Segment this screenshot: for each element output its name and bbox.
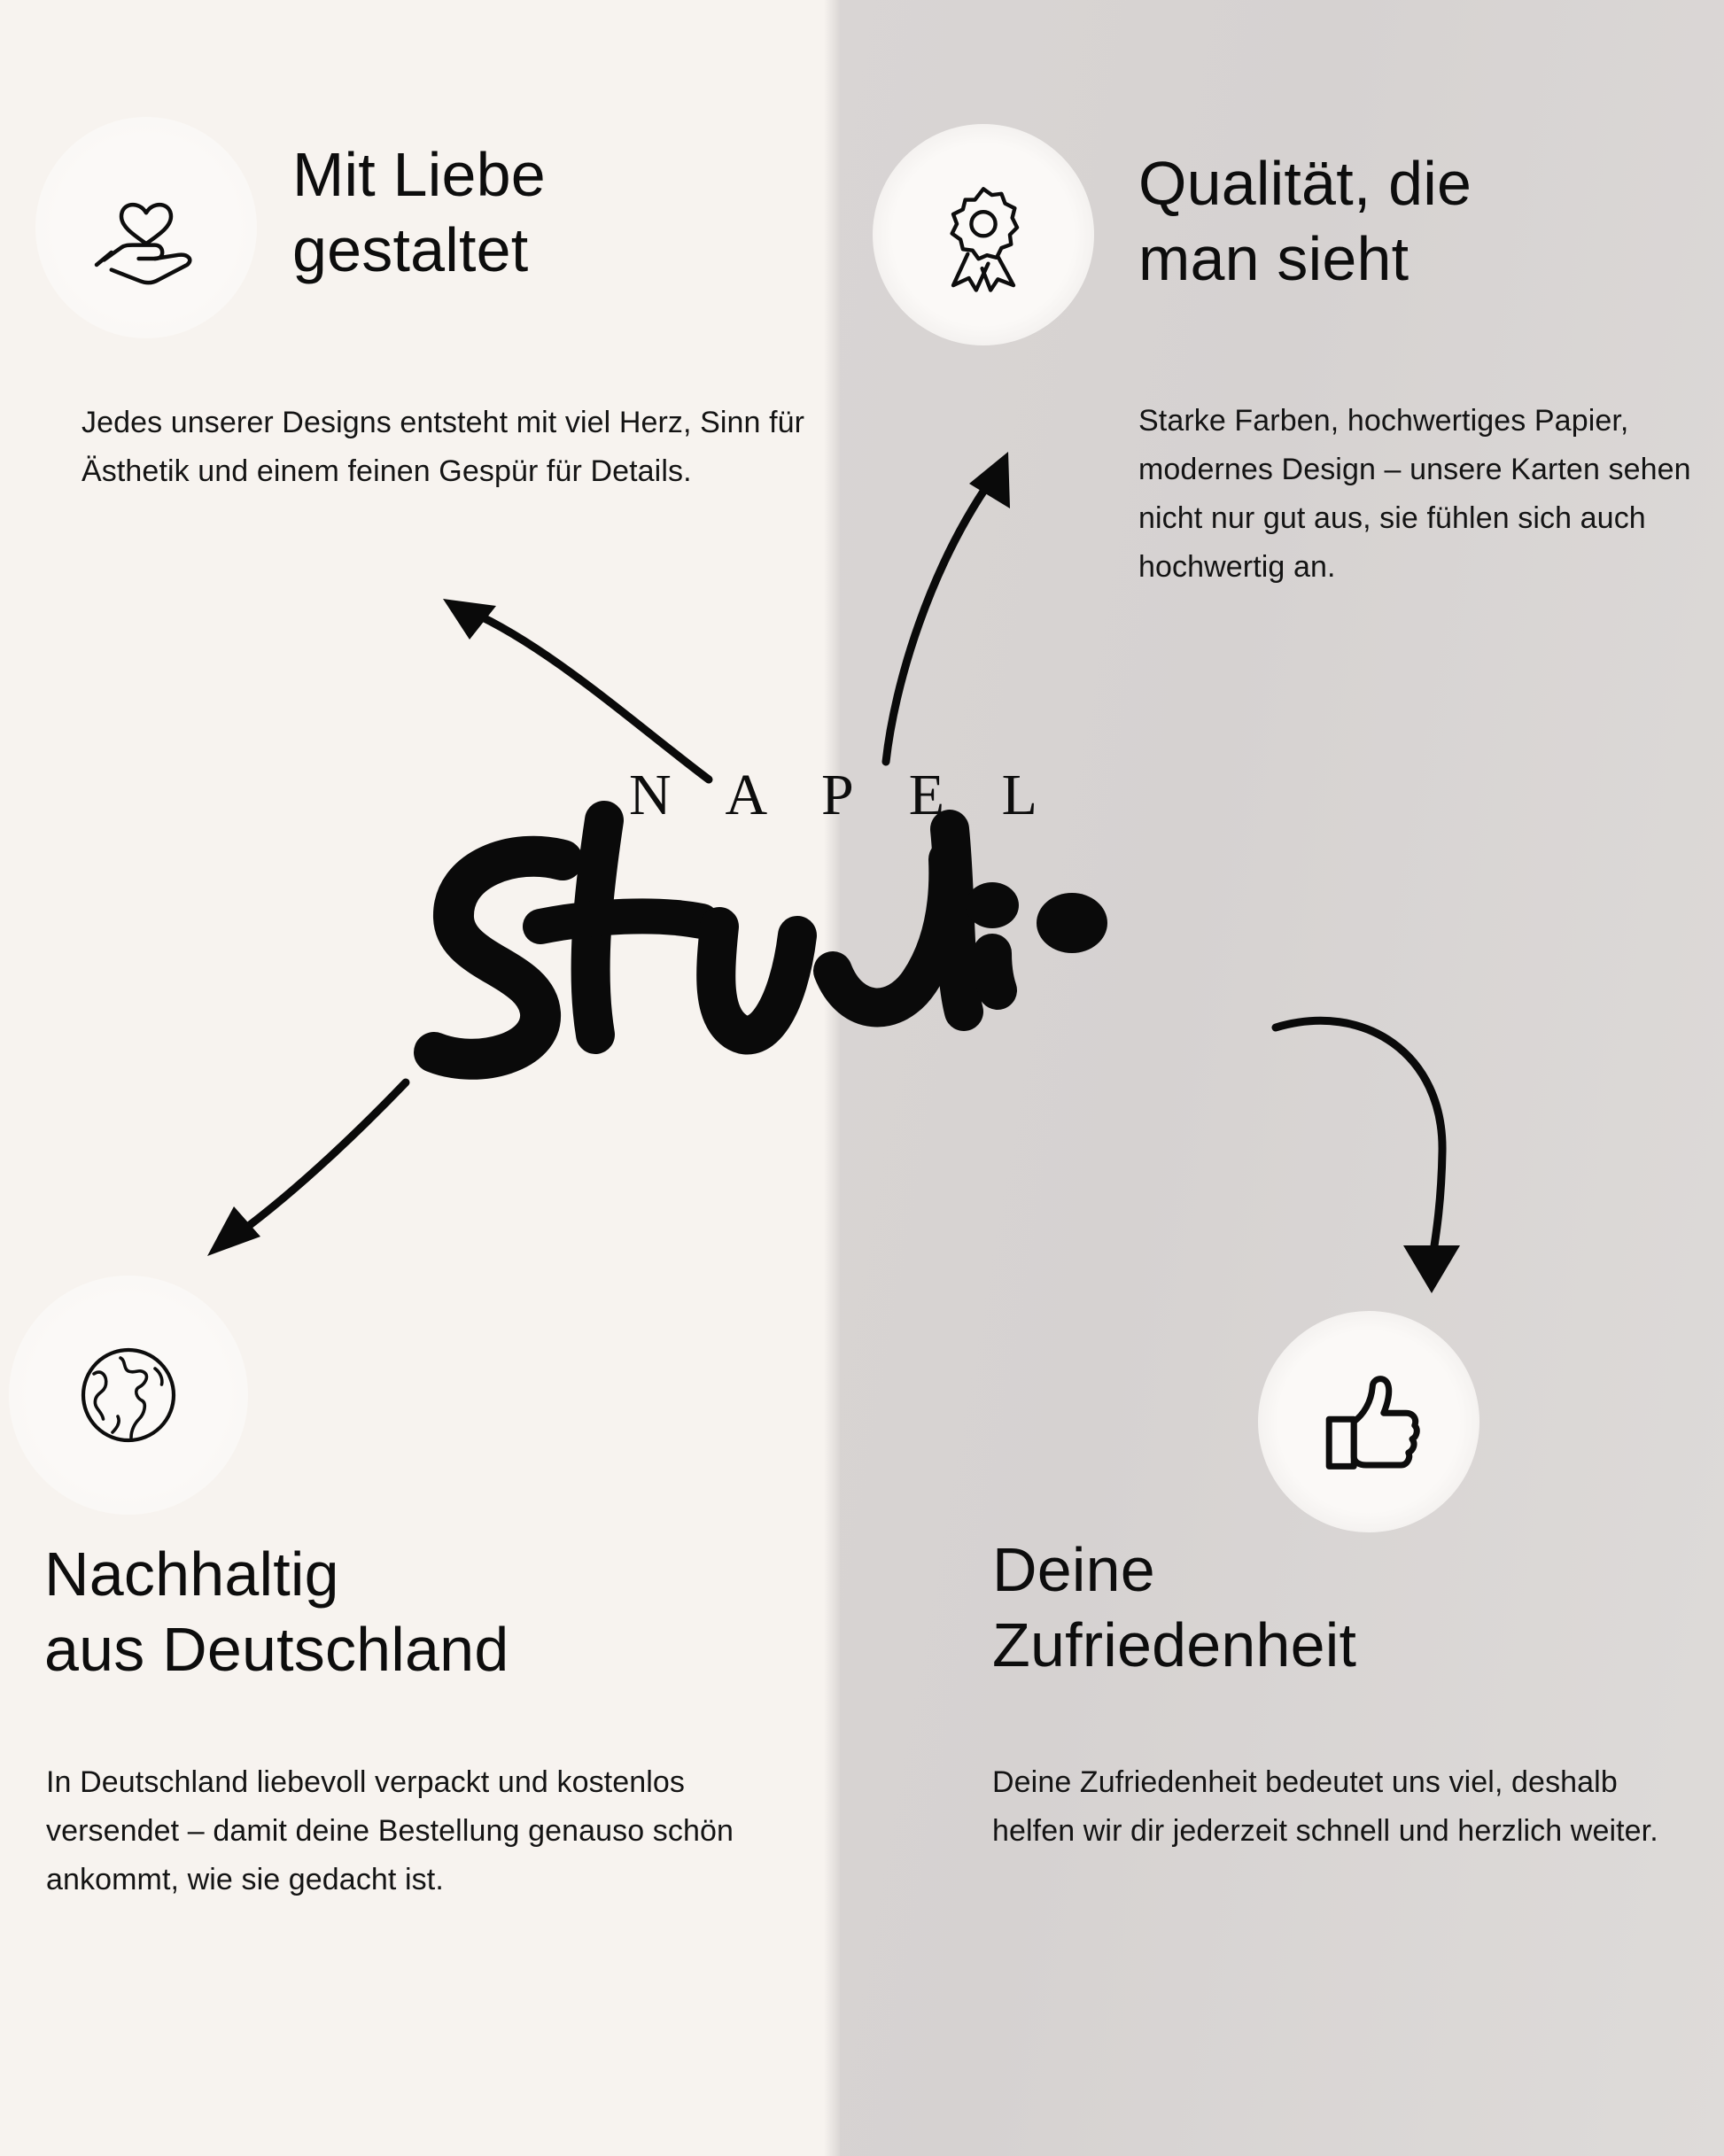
feature-title-line2: man sieht	[1138, 224, 1409, 294]
heart-in-hand-icon	[35, 117, 257, 338]
brand-wordmark: N A P E L	[629, 763, 1059, 827]
feature-title-line2: gestaltet	[292, 215, 529, 285]
feature-title-line1: Deine	[992, 1535, 1155, 1604]
brand-logo	[372, 762, 1364, 1134]
globe-icon	[9, 1276, 248, 1515]
feature-title-line1: Nachhaltig	[44, 1539, 339, 1609]
feature-body: Jedes unserer Designs entsteht mit viel Herz, Sinn für Ästhetik und einem feinen Gespür für Details.	[82, 406, 805, 489]
feature-title-line1: Mit Liebe	[292, 140, 546, 209]
thumbs-up-icon	[1258, 1311, 1479, 1532]
feature-title	[1138, 146, 1688, 298]
feature-title	[992, 1532, 1666, 1684]
feature-title-line2: aus Deutschland	[44, 1615, 509, 1685]
feature-body: Deine Zufriedenheit bedeutet uns viel, deshalb helfen wir dir jederzeit schnell und herzlich weiter.	[992, 1765, 1658, 1849]
feature-title-line1: Qualität, die	[1138, 149, 1472, 218]
feature-title-line2: Zufriedenheit	[992, 1610, 1357, 1680]
award-ribbon-icon	[873, 124, 1094, 345]
feature-body: Starke Farben, hochwertiges Papier, modernes Design – unsere Karten sehen nicht nur gut aus, sie fühlen sich auch hochwertig an.	[1138, 404, 1691, 585]
feature-title	[292, 137, 788, 289]
brand-script-mark	[372, 794, 1364, 1130]
feature-body: In Deutschland liebevoll verpackt und kostenlos versendet – damit deine Bestellung genauso schön ankommt, wie sie gedacht ist.	[46, 1765, 734, 1897]
feature-title	[44, 1537, 744, 1688]
